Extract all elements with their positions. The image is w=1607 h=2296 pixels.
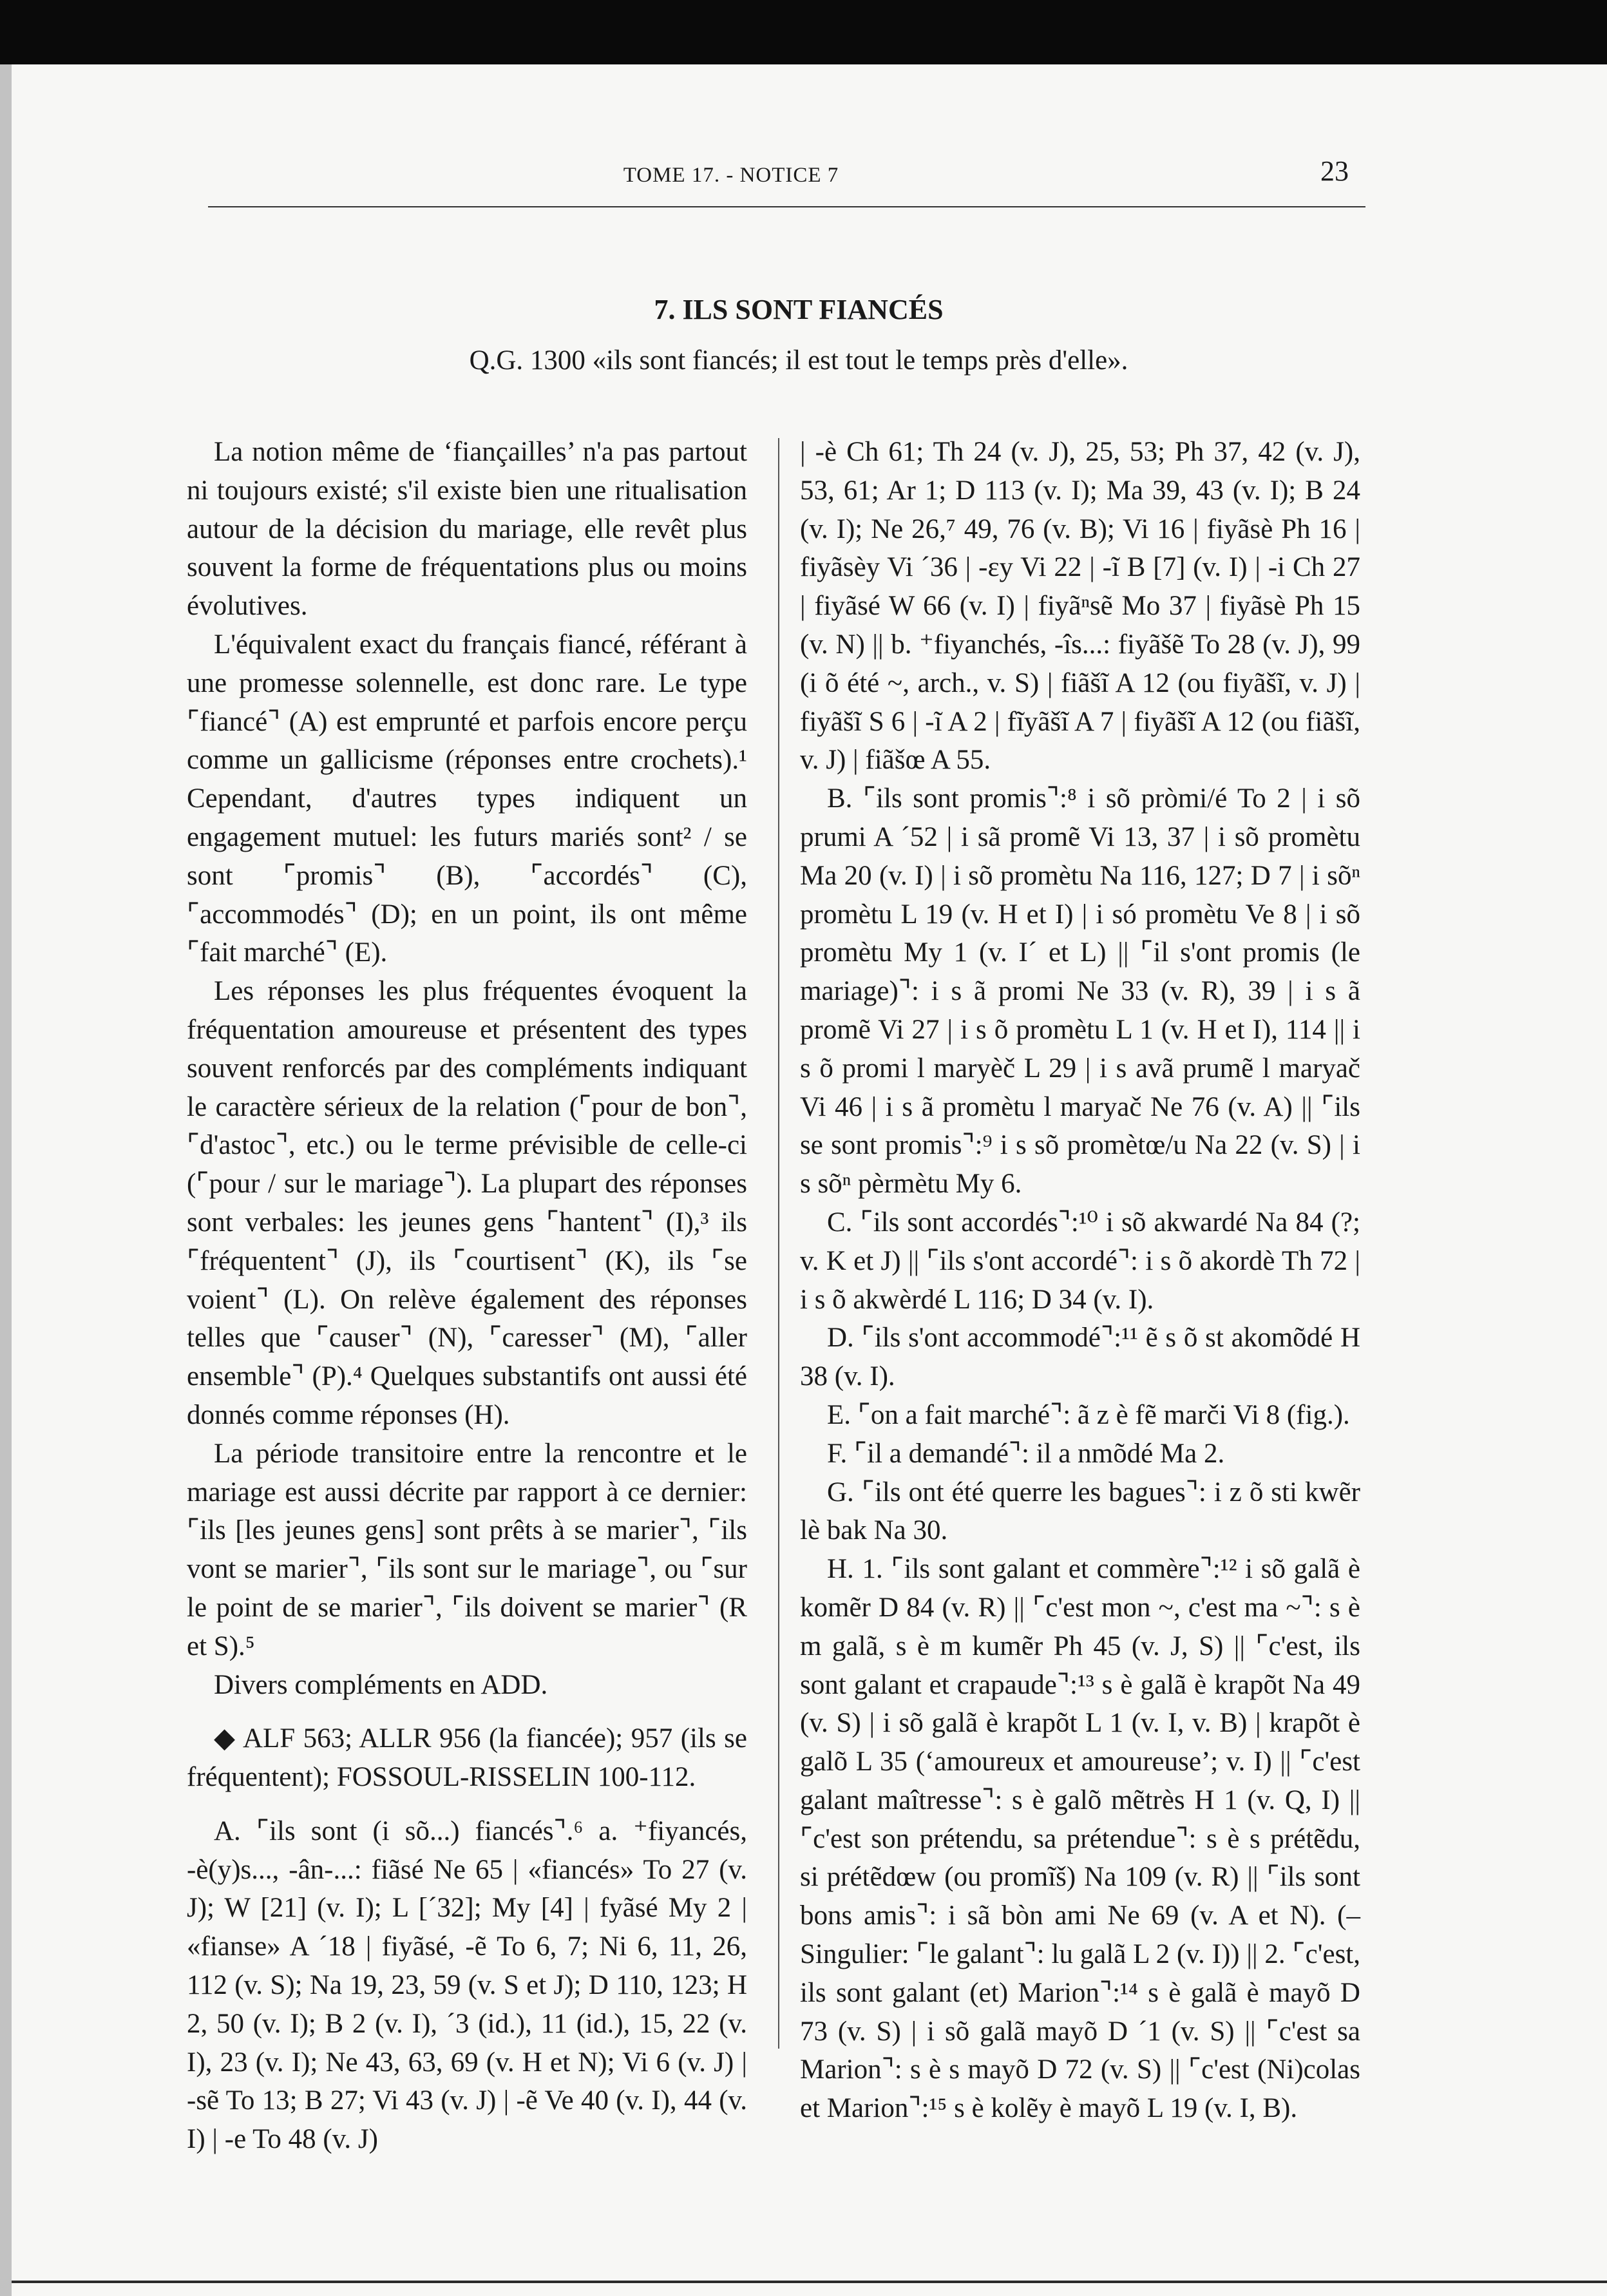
section-title: 7. ILS SONT FIANCÉS — [654, 294, 944, 325]
scan-edge — [0, 64, 12, 2296]
bottom-border — [12, 2281, 1607, 2283]
paragraph: L'équivalent exact du français fiancé, référant à une promesse solennelle, est donc rare. Le type ⌜fiancé⌝ (A) est emprunté et parfois encore perçu comme un gallicisme (réponses entre crochets).¹ Cependant, d'autres types indiquent un engagement mutuel: les futurs mariés sont² / se sont ⌜promis⌝ (B), ⌜accordés⌝ (C), ⌜accommodés⌝ (D); en un point, ils ont même ⌜fait marché⌝ (E). — [187, 629, 747, 968]
paragraph: Divers compléments en ADD. — [214, 1669, 548, 1700]
page-number: 23 — [1320, 155, 1349, 187]
section-subtitle: Q.G. 1300 «ils sont fiancés; il est tout le temps près d'elle». — [469, 345, 1128, 376]
column-divider — [778, 438, 779, 2049]
paragraph: H. 1. ⌜ils sont galant et commère⌝:¹² i sõ galã è komẽr D 84 (v. R) || ⌜c'est mon ~, c'est ma ~⌝: s è m galã, s è m kumẽr Ph 45 (v. J, S) || ⌜c'est, ils sont galant et crapaude⌝:¹³ s è galã è krapõt Na 49 (v. S) | i sõ galã è krapõt L 1 (v. I, v. B) | krapõt è galõ L 35 (‘amoureux et amoureuse’; v. I) || ⌜c'est galant maîtresse⌝: s è galõ mẽtrès H 1 (v. Q, I) || ⌜c'est son prétendu, sa prétendue⌝: s è s prétẽdu, si prétẽdœw (ou promĩš) Na 109 (v. R) || ⌜ils sont bons amis⌝: i sã bòn ami Ne 69 (v. A et N). (– Singulier: ⌜le galant⌝: lu galã L 2 (v. I)) || 2. ⌜c'est, ils sont galant (et) Marion⌝:¹⁴ s è galã è mayõ D 73 (v. S) | i sõ galã mayõ D ´1 (v. S) || ⌜c'est sa Marion⌝: s è s mayõ D 72 (v. S) || ⌜c'est (Ni)colas et Marion⌝:¹⁵ s è kolẽy è mayõ L 19 (v. I, B). — [800, 1554, 1360, 2124]
paragraph: Les réponses les plus fréquentes évoquent la fréquentation amoureuse et présentent des types souvent renforcés par des compléments indiquant le caractère sérieux de la relation (⌜pour de bon⌝, ⌜d'astoc⌝, etc.) ou le terme prévisible de celle-ci (⌜pour / sur le mariage⌝). La plupart des réponses sont verbales: les jeunes gens ⌜hantent⌝ (I),³ ils ⌜fréquentent⌝ (J), ils ⌜courtisent⌝ (K), ils ⌜se voient⌝ (L). On relève également des réponses telles que ⌜causer⌝ (N), ⌜caresser⌝ (M), ⌜aller ensemble⌝ (P).⁴ Quelques substantifs ont aussi été donnés comme réponses (H). — [187, 976, 747, 1430]
header-rule — [208, 206, 1365, 207]
paragraph: D. ⌜ils s'ont accommodé⌝:¹¹ ẽ s õ st akomõdé H 38 (v. I). — [800, 1323, 1360, 1392]
paragraph: A. ⌜ils sont (i sõ...) fiancés⌝.⁶ a. ⁺fiyancés, -è(y)s..., -ân-...: fiãsé Ne 65 | «fiancés» To 27 (v. J); W [21] (v. I); L [´32]; My [4] | fyãsé My 2 | «fianse» A ´18 | fiyãsé, -ẽ To 6, 7; Ni 6, 11, 26, 112 (v. S); Na 19, 23, 59 (v. S et J); D 110, 123; H 2, 50 (v. I); B 2 (v. I), ´3 (id.), 11 (id.), 15, 22 (v. I), 23 (v. I); Ne 43, 63, 69 (v. H et N); Vi 6 (v. J) | -sẽ To 13; B 27; Vi 43 (v. J) | -ẽ Ve 40 (v. I), 44 (v. I) | -e To 48 (v. J) — [187, 1815, 747, 2155]
left-column — [187, 433, 747, 2159]
running-header: TOME 17. - NOTICE 7 — [623, 164, 839, 187]
top-black-border — [0, 0, 1607, 64]
paragraph: C. ⌜ils sont accordés⌝:¹⁰ i sõ akwardé Na 84 (?; v. K et J) || ⌜ils s'ont accordé⌝: i s õ akordè Th 72 | i s õ akwèrdé L 116; D 34 (v. I). — [800, 1207, 1360, 1315]
paragraph: La période transitoire entre la rencontre et le mariage est aussi décrite par rapport à ce dernier: ⌜ils [les jeunes gens] sont prêts à se marier⌝, ⌜ils vont se marier⌝, ⌜ils sont sur le mariage⌝, ou ⌜sur le point de se marier⌝, ⌜ils doivent se marier⌝ (R et S).⁵ — [187, 1438, 747, 1661]
paragraph: La notion même de ‘fiançailles’ n'a pas partout ni toujours existé; s'il existe bien une ritualisation autour de la décision du mariage, elle revêt plus souvent la forme de fréquentations plus ou moins évolutives. — [187, 437, 747, 622]
paragraph: F. ⌜il a demandé⌝: il a nmõdé Ma 2. — [827, 1438, 1225, 1469]
paragraph: | -è Ch 61; Th 24 (v. J), 25, 53; Ph 37, 42 (v. J), 53, 61; Ar 1; D 113 (v. I); Ma 39, 43 (v. I); B 24 (v. I); Ne 26,⁷ 49, 76 (v. B); Vi 16 | fiyãsè Ph 16 | fiyãsèy Vi ´36 | -ɛy Vi 22 | -ĩ B [7] (v. I) | -i Ch 27 | fiyãsé W 66 (v. I) | fiyãⁿsẽ Mo 37 | fiyãsè Ph 15 (v. N) || b. ⁺fiyanchés, -îs...: fiyãšẽ To 28 (v. J), 99 (i õ été ~, arch., v. S) | fiãšĩ A 12 (ou fiyãšĩ, v. J) | fiyãšĩ S 6 | -ĩ A 2 | fĩyãšĩ A 7 | fiyãšĩ A 12 (ou fiãšĩ, v. J) | fiãšœ A 55. — [800, 437, 1360, 776]
references-paragraph: ◆ ALF 563; ALLR 956 (la fiancée); 957 (ils se fréquentent); FOSSOUL-RISSELIN 100-112. — [187, 1723, 747, 1793]
right-column — [800, 433, 1360, 2128]
paragraph: E. ⌜on a fait marché⌝: ã z è fẽ marči Vi 8 (fig.). — [827, 1399, 1350, 1430]
paragraph: G. ⌜ils ont été querre les bagues⌝: i z õ sti kwẽr lè bak Na 30. — [800, 1477, 1360, 1546]
paragraph: B. ⌜ils sont promis⌝:⁸ i sõ pròmi/é To 2 | i sõ prumi A ´52 | i sã promẽ Vi 13, 37 | i sõ promètu Ma 20 (v. I) | i sõ promètu Na 116, 127; D 7 | i sõⁿ promètu L 19 (v. H et I) | i só promètu Ve 8 | i sõ promètu My 1 (v. I´ et L) || ⌜il s'ont promis (le mariage)⌝: i s ã promi Ne 33 (v. R), 39 | i s ã promẽ Vi 27 | i s õ promètu L 1 (v. H et I), 114 || i s õ promi l maryèč L 29 | i s avã prumẽ l maryač Vi 46 | i s ã promètu l maryač Ne 76 (v. A) || ⌜ils se sont promis⌝:⁹ i s sõ promètœ/u Na 22 (v. S) | i s sõⁿ pèrmètu My 6. — [800, 783, 1360, 1200]
